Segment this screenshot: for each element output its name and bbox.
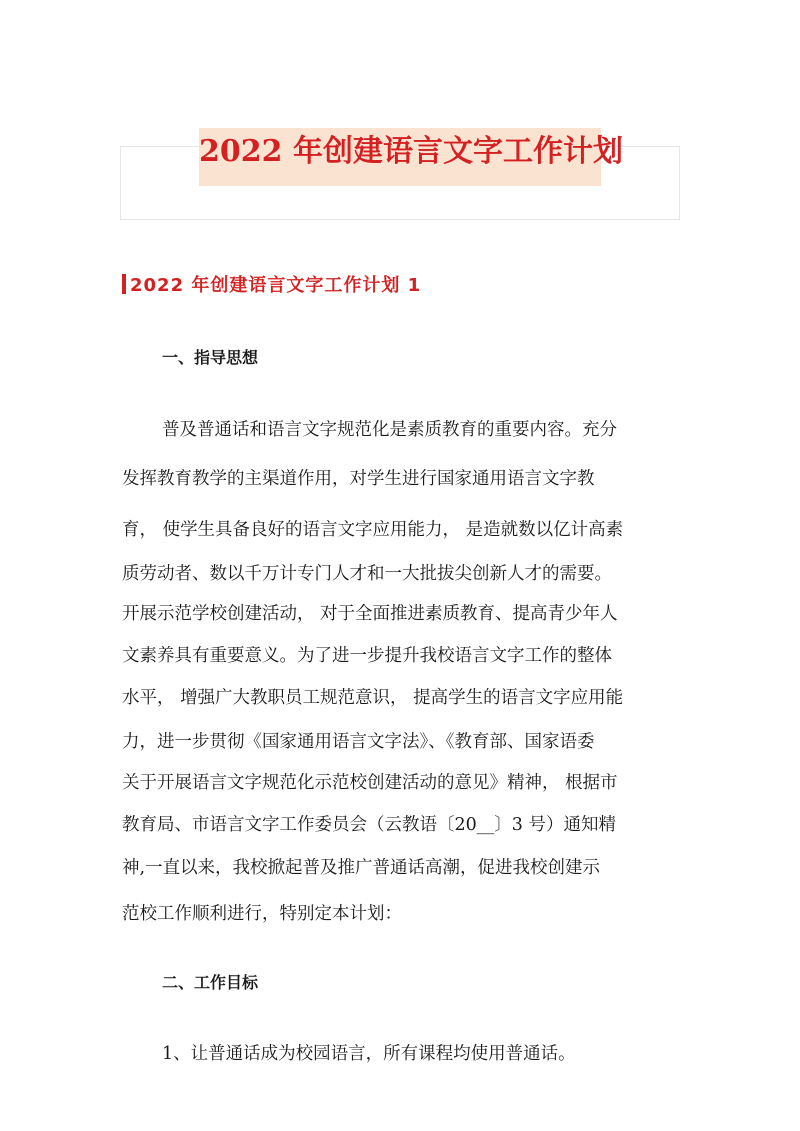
section-heading — [122, 268, 421, 300]
paragraph-line: 发挥教育教学的主渠道作用，对学生进行国家通用语言文字教 — [122, 469, 595, 489]
document-title: 2022 年创建语言文字工作计划 — [199, 134, 623, 169]
heading-marker-icon — [122, 274, 126, 294]
subheading-work-goals: 二、工作目标 — [162, 973, 259, 992]
paragraph-line: 文素养具有重要意义。为了进一步提升我校语言文字工作的整体 — [122, 646, 612, 666]
paragraph-line: 普及普通话和语言文字规范化是素质教育的重要内容。充分 — [162, 420, 617, 440]
paragraph-line: 开展示范学校创建活动， 对于全面推进素质教育、提高青少年人 — [122, 604, 618, 624]
subheading-guiding-ideology: 一、指导思想 — [162, 348, 259, 367]
paragraph-line: 教育局、市语言文字工作委员会（云教语〔20__〕3 号）通知精 — [122, 815, 616, 835]
paragraph-line: 神,一直以来，我校掀起普及推广普通话高潮，促进我校创建示 — [122, 858, 601, 878]
paragraph-line: 质劳动者、数以千万计专门人才和一大批拔尖创新人才的需要。 — [122, 564, 612, 584]
list-item: 1、让普通话成为校园语言，所有课程均使用普通话。 — [162, 1044, 576, 1064]
paragraph-line: 水平， 增强广大教职员工规范意识， 提高学生的语言文字应用能 — [122, 688, 624, 708]
paragraph-line: 关于开展语言文字规范化示范校创建活动的意见》精神， 根据市 — [122, 773, 618, 793]
paragraph-line: 力，进一步贯彻《国家通用语言文字法》、《教育部、国家语委 — [122, 732, 595, 752]
section-heading-text: 2022 年创建语言文字工作计划 1 — [130, 275, 422, 296]
paragraph-line: 育， 使学生具备良好的语言文字应用能力， 是造就数以亿计高素 — [122, 520, 624, 540]
paragraph-line: 范校工作顺利进行，特别定本计划： — [122, 904, 402, 924]
